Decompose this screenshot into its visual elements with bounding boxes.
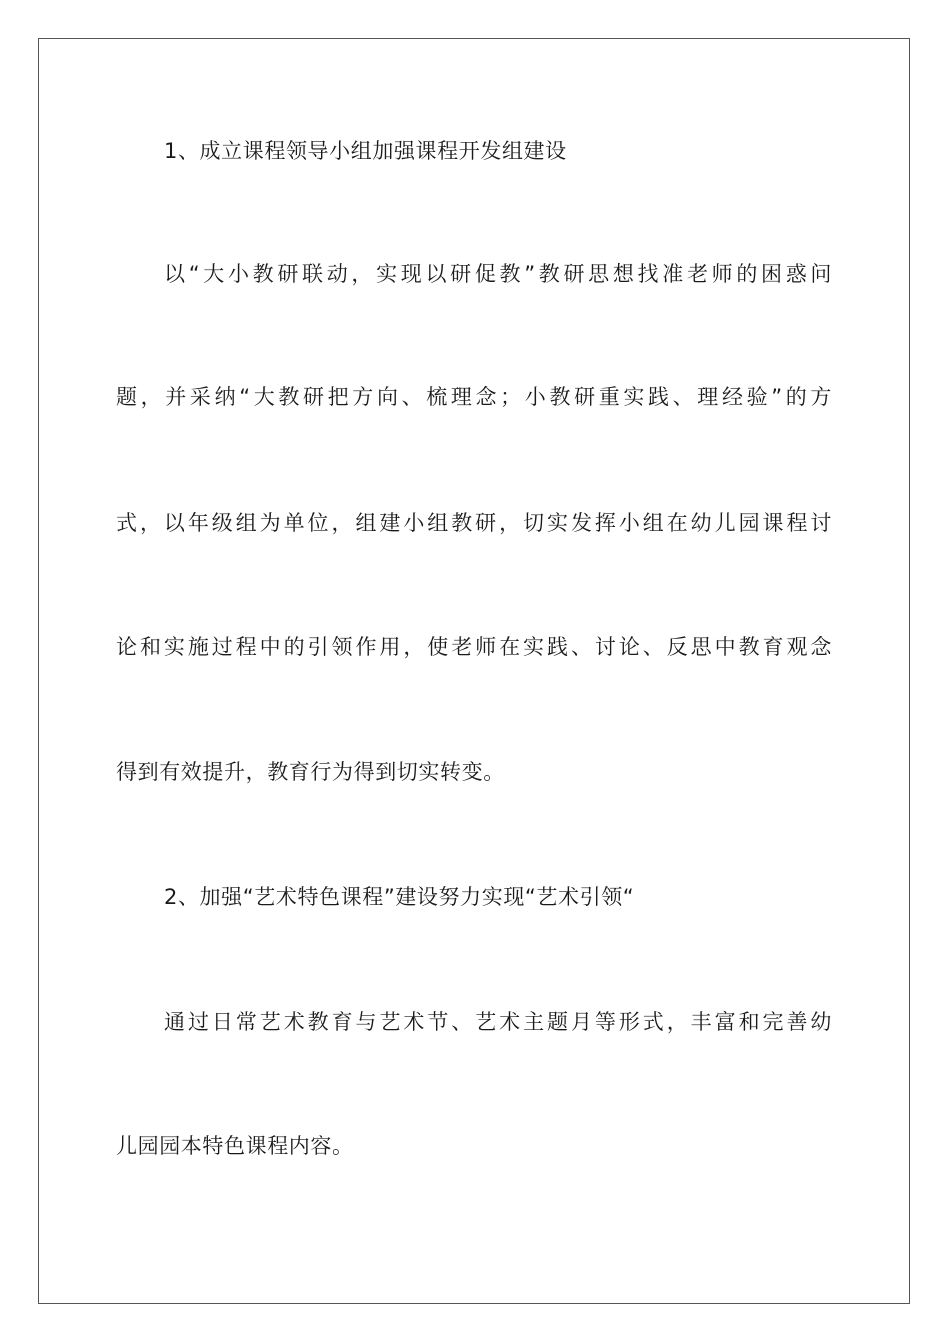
- paragraph-line: 题，并采纳“大教研把方向、梳理念；小教研重实践、理经验”的方: [116, 385, 832, 409]
- paragraph-line: 以“大小教研联动，实现以研促教”教研思想找准老师的困惑问: [164, 262, 832, 286]
- paragraph-line: 通过日常艺术教育与艺术节、艺术主题月等形式，丰富和完善幼: [164, 1010, 832, 1034]
- section-heading-2: 2、加强“艺术特色课程”建设努力实现“艺术引领“: [164, 885, 635, 909]
- paragraph-line: 得到有效提升，教育行为得到切实转变。: [116, 760, 505, 784]
- section-heading-1: 1、成立课程领导小组加强课程开发组建设: [164, 139, 567, 163]
- page-border: [38, 38, 910, 1304]
- paragraph-line: 论和实施过程中的引领作用，使老师在实践、讨论、反思中教育观念: [116, 635, 832, 659]
- paragraph-line: 儿园园本特色课程内容。: [116, 1134, 354, 1158]
- paragraph-line: 式，以年级组为单位，组建小组教研，切实发挥小组在幼儿园课程讨: [116, 511, 832, 535]
